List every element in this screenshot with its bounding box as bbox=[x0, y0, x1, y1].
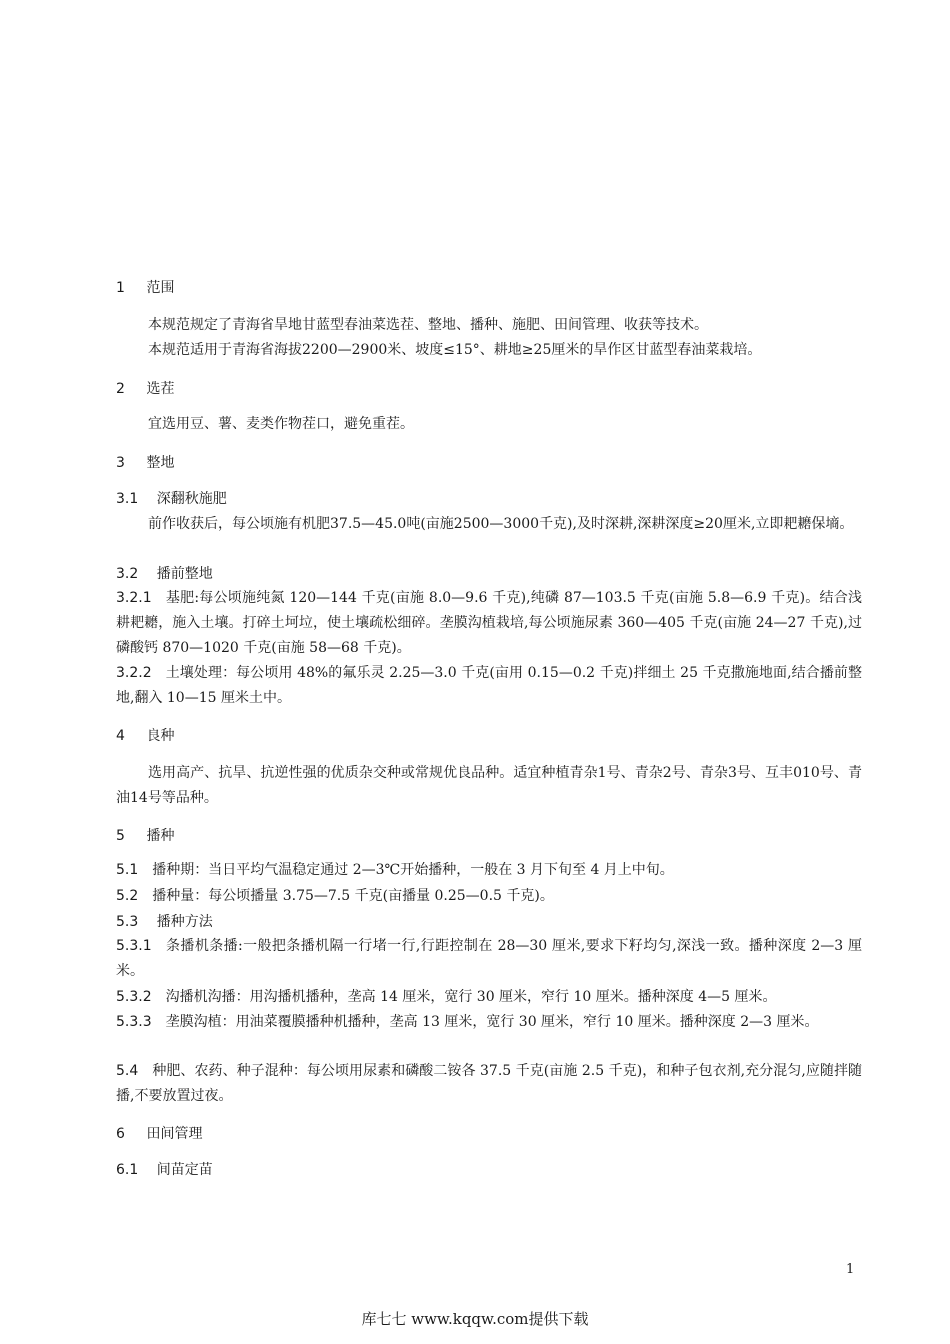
subsection-title: 播前整地 bbox=[156, 566, 213, 582]
subsection-3-1-heading: 3.1 深翻秋施肥 bbox=[116, 491, 227, 507]
paragraph: 本规范规定了青海省旱地甘蓝型春油菜选茬、整地、播种、施肥、田间管理、收获等技术。 bbox=[148, 317, 708, 333]
section-title: 播种 bbox=[146, 828, 175, 844]
subsection-title: 播种方法 bbox=[156, 914, 213, 930]
section-5-heading: 5 播种 bbox=[116, 828, 175, 844]
section-4-heading: 4 良种 bbox=[116, 728, 175, 744]
section-1-heading: 1 范围 bbox=[116, 280, 175, 296]
section-title: 田间管理 bbox=[146, 1126, 203, 1142]
subsection-6-1-heading: 6.1 间苗定苗 bbox=[116, 1162, 213, 1178]
clause-text: 基肥:每公顷施纯氮 120—144 千克(亩施 8.0—9.6 千克),纯磷 87—103.5 千克(亩施 5.8—6.9 千克)。结合浅耕耙耱，施入土壤。打碎土坷垃，使土壤疏松细碎。垄膜沟植栽培,每公顷施尿素 360—405 千克(亩施 24—27 千克),过磷酸钙 870—1020 千克(亩施 58—68 千克)。 bbox=[116, 590, 862, 656]
section-3-heading: 3 整地 bbox=[116, 455, 175, 471]
subsection-3-2-heading: 3.2 播前整地 bbox=[116, 566, 213, 582]
clause-text: 条播机条播:一般把条播机隔一行堵一行,行距控制在 28—30 厘米,要求下籽均匀,深浅一致。播种深度 2—3 厘米。 bbox=[116, 938, 862, 979]
clause-5-3-2: 5.3.2 沟播机沟播：用沟播机播种，垄高 14 厘米，宽行 30 厘米，窄行 10 厘米。播种深度 4—5 厘米。 bbox=[116, 989, 777, 1005]
section-2-heading: 2 选茬 bbox=[116, 381, 175, 397]
section-6-heading: 6 田间管理 bbox=[116, 1126, 203, 1142]
subsection-title: 深翻秋施肥 bbox=[156, 491, 227, 507]
paragraph: 宜选用豆、薯、麦类作物茬口，避免重茬。 bbox=[148, 416, 414, 432]
section-title: 选茬 bbox=[146, 381, 175, 397]
section-title: 良种 bbox=[146, 728, 175, 744]
section-title: 整地 bbox=[146, 455, 175, 471]
clause-3-2-1: 3.2.1 基肥:每公顷施纯氮 120—144 千克(亩施 8.0—9.6 千克),纯磷 87—103.5 千克(亩施 5.8—6.9 千克)。结合浅耕耙耱，施入土壤。打碎土坷垃，使土壤疏松细碎。垄膜沟植栽培,每公顷施尿素 360—405 千克(亩施 24—27 千克),过磷酸钙 870—1020 千克(亩施 58—68 千克)。 bbox=[116, 590, 862, 656]
subsection-title: 间苗定苗 bbox=[156, 1162, 213, 1178]
clause-text: 播种量：每公顷播量 3.75—7.5 千克(亩播量 0.25—0.5 千克)。 bbox=[152, 888, 554, 904]
clause-3-2-2: 3.2.2 土壤处理：每公顷用 48%的氟乐灵 2.25—3.0 千克(亩用 0.15—0.2 千克)拌细土 25 千克撒施地面,结合播前整地,翻入 10—15 厘米土中。 bbox=[116, 665, 862, 706]
paragraph: 本规范适用于青海省海拔2200—2900米、坡度≤15°、耕地≥25厘米的旱作区甘蓝型春油菜栽培。 bbox=[148, 342, 762, 358]
clause-5-4: 5.4 种肥、农药、种子混种：每公顷用尿素和磷酸二铵各 37.5 千克(亩施 2.5 千克)，和种子包衣剂,充分混匀,应随拌随播,不要放置过夜。 bbox=[116, 1063, 862, 1104]
clause-5-3-1: 5.3.1 条播机条播:一般把条播机隔一行堵一行,行距控制在 28—30 厘米,要求下籽均匀,深浅一致。播种深度 2—3 厘米。 bbox=[116, 938, 862, 979]
clause-text: 沟播机沟播：用沟播机播种，垄高 14 厘米，宽行 30 厘米，窄行 10 厘米。播种深度 4—5 厘米。 bbox=[165, 989, 777, 1005]
paragraph: 选用高产、抗旱、抗逆性强的优质杂交种或常规优良品种。适宜种植青杂1号、青杂2号、青杂3号、互丰010号、青油14号等品种。 bbox=[116, 765, 862, 806]
clause-text: 播种期：当日平均气温稳定通过 2—3℃开始播种，一般在 3 月下旬至 4 月上中旬。 bbox=[152, 862, 674, 878]
clause-text: 种肥、农药、种子混种：每公顷用尿素和磷酸二铵各 37.5 千克(亩施 2.5 千克)，和种子包衣剂,充分混匀,应随拌随播,不要放置过夜。 bbox=[116, 1063, 862, 1104]
paragraph: 前作收获后，每公顷施有机肥37.5—45.0吨(亩施2500—3000千克),及时深耕,深耕深度≥20厘米,立即耙耱保墒。 bbox=[148, 516, 854, 532]
section-title: 范围 bbox=[146, 280, 175, 296]
clause-5-3-3: 5.3.3 垄膜沟植：用油菜覆膜播种机播种，垄高 13 厘米，宽行 30 厘米，窄行 10 厘米。播种深度 2—3 厘米。 bbox=[116, 1014, 819, 1030]
clause-5-1: 5.1 播种期：当日平均气温稳定通过 2—3℃开始播种，一般在 3 月下旬至 4 月上中旬。 bbox=[116, 862, 674, 878]
clause-text: 垄膜沟植：用油菜覆膜播种机播种，垄高 13 厘米，宽行 30 厘米，窄行 10 厘米。播种深度 2—3 厘米。 bbox=[165, 1014, 819, 1030]
clause-text: 土壤处理：每公顷用 48%的氟乐灵 2.25—3.0 千克(亩用 0.15—0.2 千克)拌细土 25 千克撒施地面,结合播前整地,翻入 10—15 厘米土中。 bbox=[116, 665, 862, 706]
footer-watermark: 库七七 www.kqqw.com提供下载 bbox=[361, 1310, 589, 1328]
subsection-5-3-heading: 5.3 播种方法 bbox=[116, 914, 213, 930]
page-number: 1 bbox=[846, 1262, 855, 1277]
clause-5-2: 5.2 播种量：每公顷播量 3.75—7.5 千克(亩播量 0.25—0.5 千克)。 bbox=[116, 888, 554, 904]
